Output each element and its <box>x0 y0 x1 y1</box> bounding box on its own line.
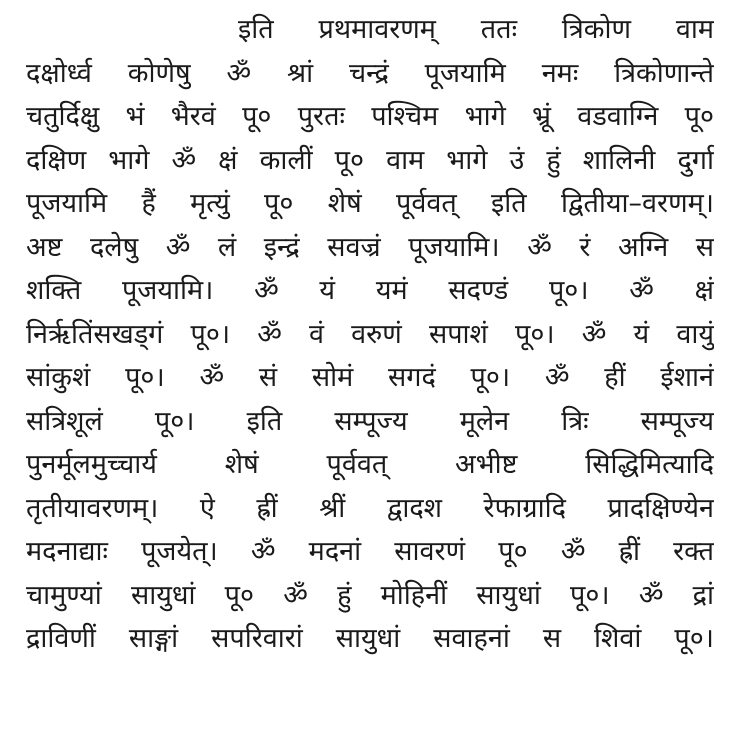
text-line-1: इति प्रथमावरणम् ततः त्रिकोण वाम <box>238 14 714 45</box>
text-line-3: चतुर्दिक्षु भं भैरवं पू० पुरतः पश्चिम भागे भ्रूं वडवाग्नि पू० <box>26 101 714 132</box>
text-line-11: पुनर्मूलमुच्चार्य शेषं पूर्ववत् अभीष्ट सिद्धिमित्यादि <box>26 449 714 480</box>
text-line-2: दक्षोर्ध्व कोणेषु ॐ श्रां चन्द्रं पूजयामि नमः त्रिकोणान्ते <box>26 57 714 89</box>
text-line-6: अष्ट दलेषु ॐ लं इन्द्रं सवज्रं पूजयामि। ॐ रं अग्नि स <box>26 231 714 263</box>
text-line-4: दक्षिण भागे ॐ क्षं कालीं पू० वाम भागे उं हुं शालिनी दुर्गा <box>26 144 714 176</box>
text-line-8: निर्ऋतिंसखड्गं पू०। ॐ वं वरुणं सपाशं पू०। ॐ यं वायुं <box>26 318 714 350</box>
text-line-13: मदनाद्याः पूजयेत्। ॐ मदनां सावरणं पू० ॐ ह्रीं रक्त <box>26 536 714 567</box>
text-line-14: चामुण्यां सायुधां पू० ॐ हुं मोहिनीं सायुधां पू०। ॐ द्रां <box>26 579 714 611</box>
text-line-12: तृतीयावरणम्। ऐ ह्रीं श्रीं द्वादश रेफाग्रादि प्रादक्षिण्येन <box>26 492 714 524</box>
text-line-5: पूजयामि हैं मृत्युं पू० शेषं पूर्ववत् इति द्वितीया–वरणम्। <box>26 188 714 219</box>
text-line-10: सत्रिशूलं पू०। इति सम्पूज्य मूलेन त्रिः सम्पूज्य <box>26 405 714 437</box>
text-line-7: शक्ति पूजयामि। ॐ यं यमं सदण्डं पू०। ॐ क्षं <box>26 275 714 306</box>
text-line-9: सांकुशं पू०। ॐ सं सोमं सगदं पू०। ॐ हीं ईशानं <box>26 362 714 393</box>
text-line-15: द्राविणीं साङ्गां सपरिवारां सायुधां सवाहनां स शिवां पू०। <box>26 623 714 654</box>
sanskrit-text-block <box>26 8 714 661</box>
